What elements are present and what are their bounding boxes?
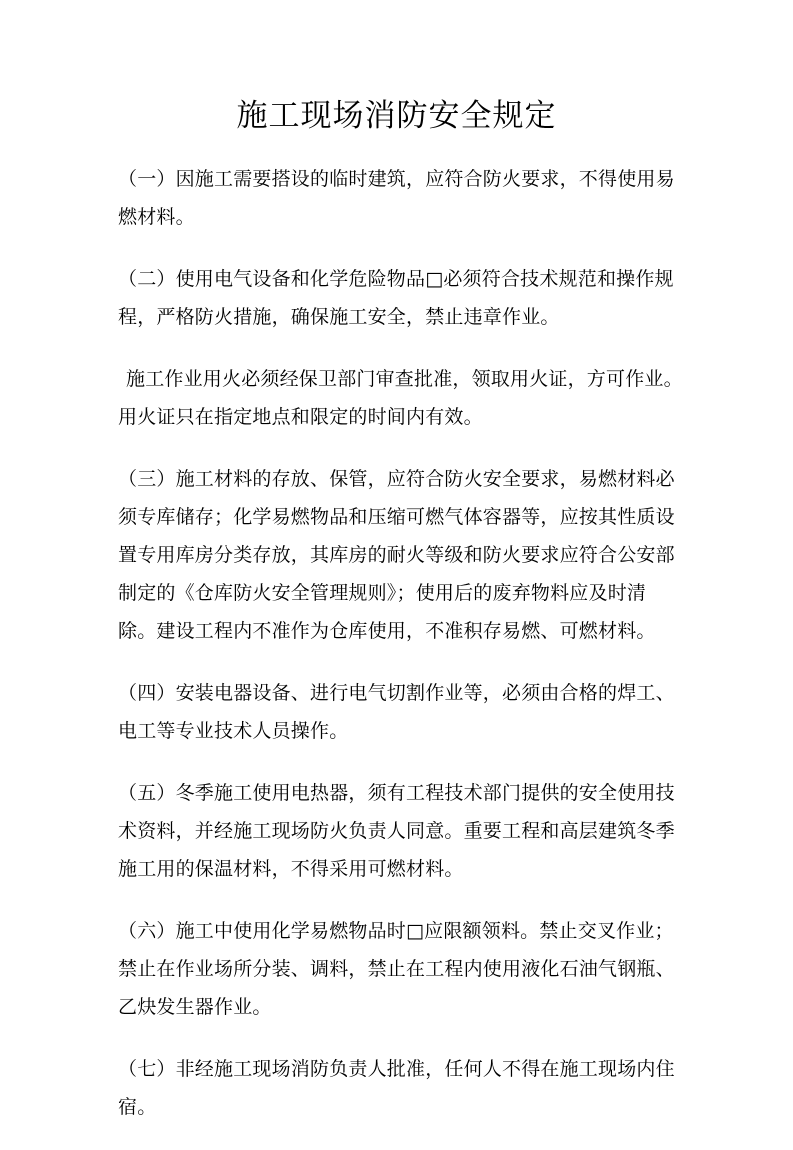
- paragraph-1: （一）因施工需要搭设的临时建筑，应符合防火要求，不得使用易燃材料。: [118, 168, 675, 228]
- paragraph-3: 施工作业用火必须经保卫部门审查批准，领取用火证，方可作业。用火证只在指定地点和限定的时间内有效。: [118, 368, 683, 428]
- document-title: 施工现场消防安全规定: [236, 98, 557, 134]
- paragraph-2: （二）使用电气设备和化学危险物品□必须符合技术规范和操作规程，严格防火措施，确保施工安全，禁止违章作业。: [118, 268, 674, 328]
- paragraph-8: （七）非经施工现场消防负责人批准，任何人不得在施工现场内住宿。: [118, 1058, 675, 1118]
- paragraph-4: （三）施工材料的存放、保管，应符合防火安全要求，易燃材料必须专库储存；化学易燃物品和压缩可燃气体容器等，应按其性质设置专用库房分类存放，其库房的耐火等级和防火要求应符合公安部制定的《仓库防火安全管理规则》；使用后的废弃物料应及时清除。建设工程内不准作为仓库使用，不准积存易燃、可燃材料。: [118, 468, 675, 642]
- document-body: [118, 160, 683, 1150]
- paragraph-5: （四）安装电器设备、进行电气切割作业等，必须由合格的焊工、电工等专业技术人员操作。: [118, 682, 675, 742]
- paragraph-6: （五）冬季施工使用电热器，须有工程技术部门提供的安全使用技术资料，并经施工现场防火负责人同意。重要工程和高层建筑冬季施工用的保温材料，不得采用可燃材料。: [118, 782, 675, 880]
- paragraph-7: （六）施工中使用化学易燃物品时□应限额领料。禁止交叉作业；禁止在作业场所分装、调料，禁止在工程内使用液化石油气钢瓶、乙炔发生器作业。: [118, 920, 675, 1018]
